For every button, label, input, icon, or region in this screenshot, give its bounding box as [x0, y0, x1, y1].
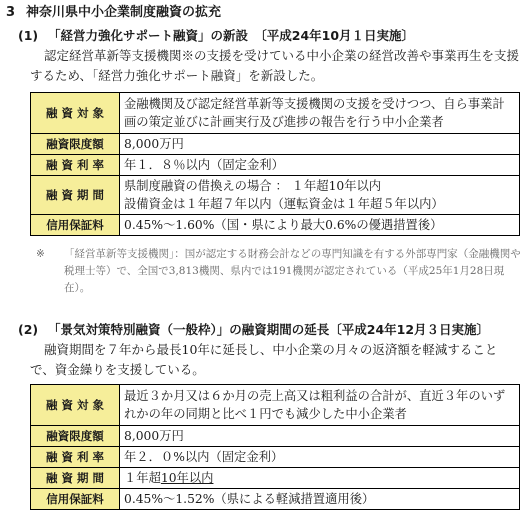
row-label: 融 資 対 象: [31, 93, 120, 134]
row-label: 融 資 利 率: [31, 447, 120, 468]
row-value-line: 県制度融資の借換えの場合 ： １年超10年以内: [124, 179, 382, 193]
row-value: 8,000万円: [120, 134, 520, 155]
row-value: 金融機関及び認定経営革新等支援機関の支援を受けつつ、自ら事業計画の策定並びに計画実行及び進捗の報告を行う中小企業者: [120, 93, 520, 134]
row-label: 融 資 対 象: [31, 385, 120, 426]
row-value-underlined: 10年以内: [160, 471, 214, 485]
section-heading: [6, 4, 221, 22]
footnote: [36, 246, 524, 297]
subsection-2-paragraph: 融資期間を７年から最長10年に延長し、中小企業の月々の返済額を軽減することで、資金繰りを支援している。: [30, 342, 498, 377]
table-row: [31, 426, 520, 447]
table-row: [31, 468, 520, 489]
row-label: 融資限度額: [31, 134, 120, 155]
table-row: [31, 134, 520, 155]
row-value-line: 設備資金は１年超７年以内（運転資金は１年超５年以内）: [124, 197, 444, 211]
subsection-2-title: 「景気対策特別融資（一般枠）」の融資期間の延長〔平成24年12月３日実施〕: [48, 322, 490, 337]
row-label: 信用保証料: [31, 489, 120, 510]
row-value: [120, 468, 520, 489]
section-number: 3: [6, 5, 16, 20]
row-value: 0.45%～1.52%（県による軽減措置適用後）: [120, 489, 520, 510]
table-row: [31, 215, 520, 236]
subsection-2-table: [30, 384, 520, 510]
row-label: 融資限度額: [31, 426, 120, 447]
row-value: 年１．８％以内（固定金利）: [120, 155, 520, 176]
subsection-2-heading: [18, 322, 489, 339]
subsection-1-number: (1): [18, 28, 39, 43]
row-value: 最近３か月又は６か月の売上高又は粗利益の合計が、直近３年のいずれかの年の同期と比べ１円でも減少した中小企業者: [120, 385, 520, 426]
row-value-prefix: １年超: [124, 471, 161, 485]
footnote-text: 「経営革新等支援機関」：国が認定する財務会計などの専門知識を有する外部専門家（金融機関や税理士等）で、全国で3,813機関、県内では191機関が認定されている（平成25年1月28日現在）。: [64, 248, 521, 294]
subsection-2-number: (2): [18, 322, 39, 337]
row-label: 融 資 利 率: [31, 155, 120, 176]
subsection-1-paragraph: 認定経営革新等支援機関※の支援を受けている中小企業の経営改善や事業再生を支援するため、「経営力強化サポート融資」を新設した。: [30, 48, 520, 83]
section-title: 神奈川県中小企業制度融資の拡充: [26, 5, 222, 20]
table-row: [31, 176, 520, 215]
row-value: 8,000万円: [120, 426, 520, 447]
table-row: [31, 93, 520, 134]
row-value: [120, 176, 520, 215]
subsection-1-table: [30, 92, 520, 236]
table-row: [31, 447, 520, 468]
table-row: [31, 385, 520, 426]
row-label: 信用保証料: [31, 215, 120, 236]
footnote-mark: ※: [36, 248, 45, 260]
row-label: 融 資 期 間: [31, 176, 120, 215]
table-row: [31, 155, 520, 176]
table-row: [31, 489, 520, 510]
row-value: 年２．０%以内（固定金利）: [120, 447, 520, 468]
row-label: 融 資 期 間: [31, 468, 120, 489]
subsection-1-title: 「経営力強化サポート融資」の新設 〔平成24年10月１日実施〕: [48, 28, 415, 43]
row-value: 0.45%～1.60%（国・県により最大0.6%の優遇措置後）: [120, 215, 520, 236]
subsection-1-heading: [18, 28, 414, 45]
